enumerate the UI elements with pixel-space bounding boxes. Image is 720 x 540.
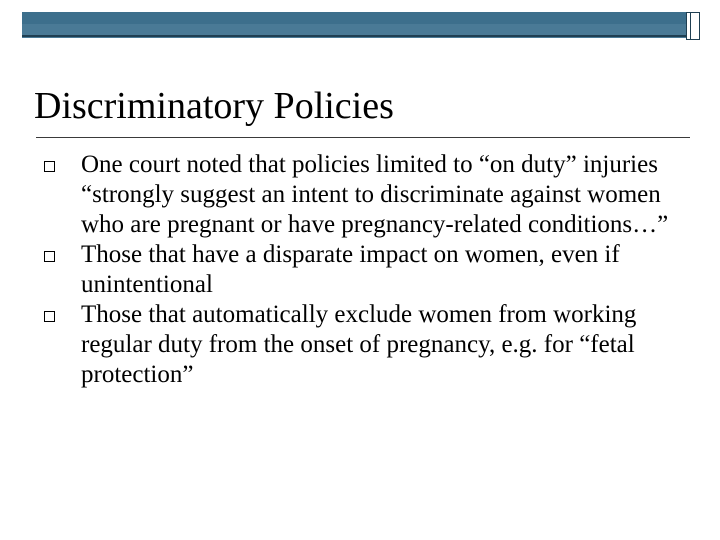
bullet-list — [44, 150, 694, 390]
hollow-square-icon — [44, 251, 55, 262]
header-band-upper — [22, 12, 686, 24]
hollow-square-icon — [44, 311, 55, 322]
hollow-square-icon — [44, 161, 55, 172]
bullet-text: Those that have a disparate impact on women, even if unintentional — [81, 241, 620, 298]
title-divider — [36, 137, 690, 138]
bullet-item — [44, 240, 694, 300]
corner-decoration — [686, 12, 700, 40]
bullet-item — [44, 300, 694, 390]
bullet-item — [44, 150, 694, 240]
bullet-text: One court noted that policies limited to “on duty” injuries “strongly suggest an intent to discriminate against women who are pregnant or have pregnancy-related conditions…” — [81, 151, 669, 238]
slide-title: Discriminatory Policies — [34, 85, 394, 127]
bullet-text: Those that automatically exclude women from working regular duty from the onset of pregnancy, e.g. for “fetal protection” — [81, 301, 637, 388]
header-band — [22, 12, 686, 38]
header-band-underline — [22, 35, 686, 37]
